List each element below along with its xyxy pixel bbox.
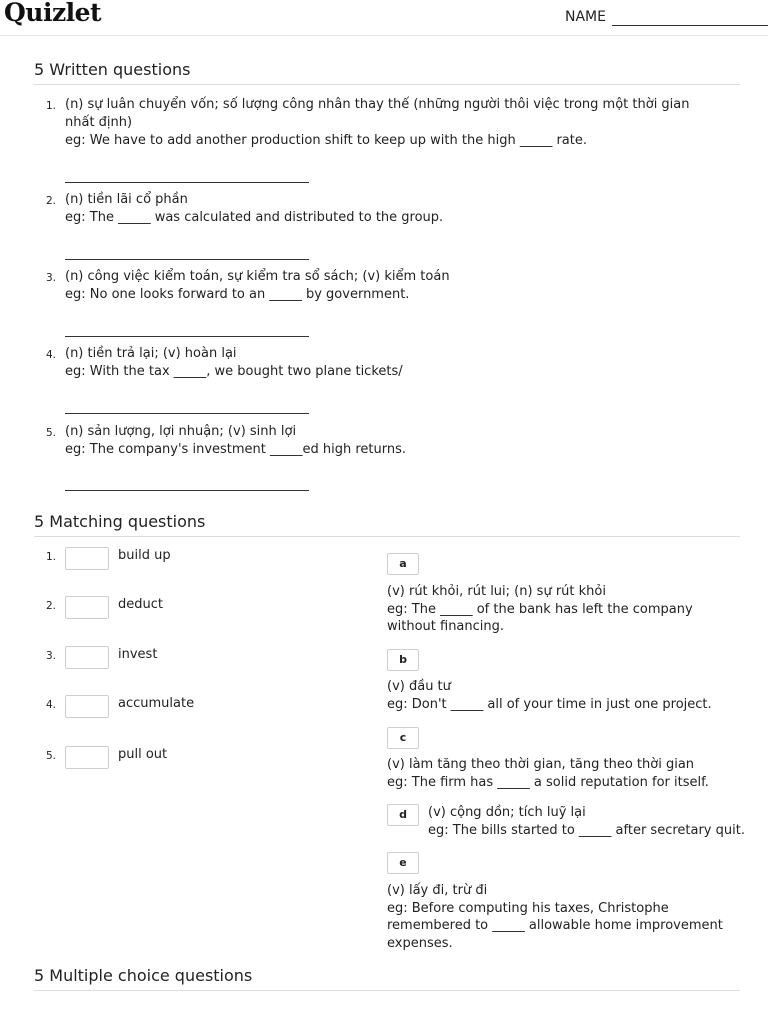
- written-section-divider: [34, 84, 740, 85]
- answer-line[interactable]: [65, 336, 309, 337]
- multiple-choice-section-title: 5 Multiple choice questions: [34, 966, 253, 985]
- option-definition: (v) cộng dồn; tích luỹ lại: [428, 805, 586, 820]
- option-a-text: [387, 583, 739, 636]
- term-number: 1.: [46, 551, 57, 563]
- option-example: eg: Before computing his taxes, Christophe remembered to _____ allowable home improvement expenses.: [387, 900, 723, 951]
- option-d-text: [428, 804, 758, 839]
- answer-line[interactable]: [65, 259, 309, 260]
- option-letter-d: d: [387, 804, 419, 826]
- option-definition: (v) rút khỏi, rút lui; (n) sự rút khỏi: [387, 584, 606, 599]
- matching-section-title: 5 Matching questions: [34, 512, 206, 531]
- option-definition: (v) lấy đi, trừ đi: [387, 883, 488, 898]
- term-text: pull out: [118, 747, 168, 762]
- option-example: eg: The bills started to _____ after secretary quit.: [428, 822, 745, 838]
- option-definition: (v) làm tăng theo thời gian, tăng theo thời gian: [387, 757, 695, 772]
- term-number: 3.: [46, 650, 57, 662]
- question-definition: (n) sản lượng, lợi nhuận; (v) sinh lợi: [65, 424, 297, 439]
- question-definition: (n) tiền lãi cổ phần: [65, 192, 188, 207]
- question-example: eg: With the tax _____, we bought two plane tickets/: [65, 364, 403, 379]
- term-text: deduct: [118, 597, 163, 612]
- question-example: eg: The company's investment _____ed high returns.: [65, 442, 407, 457]
- answer-box[interactable]: [65, 746, 109, 769]
- question-example: eg: We have to add another production shift to keep up with the high _____ rate.: [65, 133, 587, 148]
- option-letter-c: c: [387, 727, 419, 749]
- term-number: 5.: [46, 750, 57, 762]
- answer-line[interactable]: [65, 490, 309, 491]
- name-label: NAME: [565, 9, 606, 25]
- written-section-title: 5 Written questions: [34, 60, 191, 79]
- written-question-1: [34, 96, 714, 150]
- option-c-text: [387, 756, 739, 791]
- answer-box[interactable]: [65, 547, 109, 570]
- question-number: 4.: [46, 349, 57, 361]
- term-number: 2.: [46, 600, 57, 612]
- name-field-line: [612, 25, 768, 26]
- option-b-text: [387, 678, 739, 713]
- question-number: 2.: [46, 195, 57, 207]
- term-text: build up: [118, 548, 171, 563]
- written-question-5: [34, 423, 714, 459]
- question-example: eg: No one looks forward to an _____ by government.: [65, 287, 410, 302]
- question-example: eg: The _____ was calculated and distributed to the group.: [65, 210, 444, 225]
- answer-line[interactable]: [65, 182, 309, 183]
- option-letter-b: b: [387, 649, 419, 671]
- written-question-3: [34, 268, 714, 304]
- answer-box[interactable]: [65, 646, 109, 669]
- question-number: 1.: [46, 100, 57, 112]
- option-definition: (v) đầu tư: [387, 679, 451, 694]
- question-definition: (n) công việc kiểm toán, sự kiểm tra sổ sách; (v) kiểm toán: [65, 269, 450, 284]
- answer-box[interactable]: [65, 695, 109, 718]
- option-example: eg: Don't _____ all of your time in just one project.: [387, 696, 712, 712]
- written-question-2: [34, 191, 714, 227]
- written-question-4: [34, 345, 714, 381]
- question-number: 3.: [46, 272, 57, 284]
- answer-line[interactable]: [65, 413, 309, 414]
- multiple-choice-section-divider: [34, 990, 740, 991]
- question-number: 5.: [46, 427, 57, 439]
- term-text: invest: [118, 647, 158, 662]
- term-number: 4.: [46, 699, 57, 711]
- term-text: accumulate: [118, 696, 195, 711]
- question-definition: (n) sự luân chuyển vốn; số lượng công nhân thay thế (những người thôi việc trong một thời gian nhất định): [65, 97, 690, 130]
- option-letter-a: a: [387, 553, 419, 575]
- option-example: eg: The _____ of the bank has left the company without financing.: [387, 601, 693, 634]
- header-divider: [0, 35, 768, 36]
- matching-section-divider: [34, 536, 740, 537]
- quizlet-logo: Quizlet: [4, 0, 102, 27]
- question-definition: (n) tiền trả lại; (v) hoàn lại: [65, 346, 237, 361]
- option-letter-e: e: [387, 852, 419, 874]
- option-example: eg: The firm has _____ a solid reputation for itself.: [387, 774, 709, 790]
- answer-box[interactable]: [65, 596, 109, 619]
- option-e-text: [387, 882, 739, 952]
